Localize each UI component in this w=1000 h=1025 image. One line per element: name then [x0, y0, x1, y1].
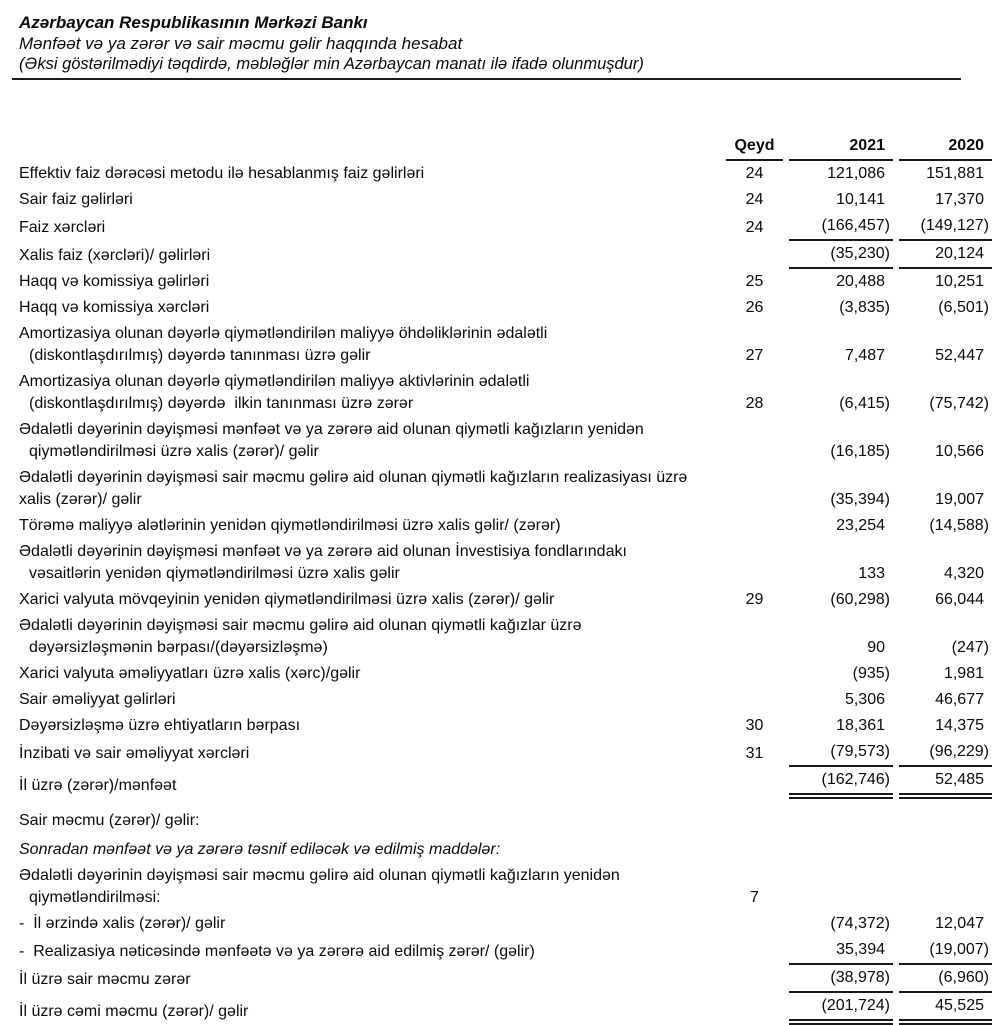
- value-2021-cell: (16,185): [830, 443, 890, 460]
- column-header-2021-cell: [788, 133, 893, 161]
- value-2021-cell: 18,361: [836, 717, 885, 734]
- note-cell: 7: [750, 889, 759, 906]
- note-cell: [726, 767, 788, 799]
- row-label: Haqq və komissiya xərcləri: [19, 299, 210, 316]
- table-row: [19, 739, 992, 767]
- value-2021-cell: (79,573): [788, 739, 893, 767]
- note-cell: [726, 911, 788, 937]
- table-row: [19, 539, 992, 587]
- row-label: Ədalətli dəyərinin dəyişməsi sair məcmu gəlirə aid olunan qiymətli kağızların realizasiyası üzrə xalis (zərər)/ gəlir: [19, 469, 688, 508]
- note-cell: 31: [745, 745, 764, 762]
- table-row: [19, 799, 992, 834]
- value-2020-cell: (149,127): [893, 213, 992, 241]
- column-header-note: Qeyd: [726, 133, 783, 161]
- table-row: [19, 965, 992, 993]
- table-row: [19, 613, 992, 661]
- value-2020-cell: 10,566: [935, 443, 984, 460]
- value-2020-cell: 45,525: [893, 993, 992, 1025]
- row-label: Faiz xərcləri: [19, 219, 106, 236]
- table-row: [19, 937, 992, 965]
- row-label: Xarici valyuta mövqeyinin yenidən qiymətləndirilməsi üzrə xalis (zərər)/ gəlir: [19, 591, 555, 608]
- value-2021-cell: (74,372): [830, 915, 890, 932]
- value-2021-cell: (166,457): [788, 213, 893, 241]
- note-cell: [726, 834, 788, 863]
- column-header-spacer: [19, 133, 726, 161]
- value-2020-cell: (6,960): [893, 965, 992, 993]
- table-row: [19, 321, 992, 369]
- value-2020-cell: 151,881: [926, 165, 984, 182]
- value-2021-cell: 7,487: [844, 347, 885, 364]
- note-cell: 25: [745, 273, 764, 290]
- table-row: [19, 587, 992, 613]
- note-cell: [726, 937, 788, 965]
- row-label: Effektiv faiz dərəcəsi metodu ilə hesablanmış faiz gəlirləri: [19, 165, 425, 182]
- value-2020-cell: (14,588): [929, 517, 989, 534]
- note-cell: [726, 661, 788, 687]
- row-label: - Realizasiya nəticəsində mənfəətə və ya zərərə aid edilmiş zərər/ (gəlir): [19, 943, 535, 960]
- table-row: [19, 863, 992, 911]
- table-row: [19, 465, 992, 513]
- note-cell: [726, 539, 788, 587]
- row-label: İl üzrə cəmi məcmu (zərər)/ gəlir: [19, 1003, 249, 1020]
- column-header-note-cell: [726, 133, 788, 161]
- row-label: Sair məcmu (zərər)/ gəlir:: [19, 812, 200, 829]
- value-2021-cell: 133: [858, 565, 885, 582]
- page-title: Azərbaycan Respublikasının Mərkəzi Bankı: [19, 13, 368, 32]
- note-cell: 29: [745, 591, 764, 608]
- table-row: [19, 687, 992, 713]
- column-header-2020-cell: [893, 133, 992, 161]
- statement-table-body: [19, 161, 992, 1025]
- table-row: [19, 241, 992, 269]
- note-cell: 24: [745, 191, 764, 208]
- table-row: [19, 713, 992, 739]
- value-2020-cell: 17,370: [935, 191, 984, 208]
- value-2020-cell: (19,007): [893, 937, 992, 965]
- note-cell: [726, 965, 788, 993]
- table-row: [19, 417, 992, 465]
- row-label: Haqq və komissiya gəlirləri: [19, 273, 210, 290]
- value-2021-cell: 23,254: [836, 517, 885, 534]
- value-2021-cell: (35,230): [788, 241, 893, 269]
- value-2021-cell: (3,835): [839, 299, 890, 316]
- value-2021-cell: [788, 799, 893, 834]
- value-2021-cell: (935): [852, 665, 890, 682]
- value-2021-cell: 10,141: [836, 191, 885, 208]
- table-row: [19, 269, 992, 295]
- table-row: [19, 993, 992, 1025]
- note-cell: 30: [745, 717, 764, 734]
- row-label: Ədalətli dəyərinin dəyişməsi sair məcmu gəlirə aid olunan qiymətli kağızların yenidən qiymətləndirilməsi:: [19, 867, 620, 906]
- row-label: İnzibati və sair əməliyyat xərcləri: [19, 745, 250, 762]
- note-cell: [726, 241, 788, 269]
- row-label: Sair faiz gəlirləri: [19, 191, 133, 208]
- units-note: (Əksi göstərilmədiyi təqdirdə, məbləğlər min Azərbaycan manatı ilə ifadə olunmuşdur): [19, 55, 644, 73]
- note-cell: [726, 799, 788, 834]
- note-cell: [726, 417, 788, 465]
- value-2021-cell: [788, 834, 893, 863]
- row-label: Dəyərsizləşmə üzrə ehtiyatların bərpası: [19, 717, 301, 734]
- value-2020-cell: (75,742): [929, 395, 989, 412]
- value-2021-cell: 90: [867, 639, 885, 656]
- value-2021-cell: (35,394): [830, 491, 890, 508]
- value-2020-cell: 52,485: [893, 767, 992, 799]
- note-cell: [726, 687, 788, 713]
- note-cell: 28: [745, 395, 764, 412]
- table-row: [19, 661, 992, 687]
- value-2020-cell: 4,320: [943, 565, 984, 582]
- value-2021-cell: (6,415): [839, 395, 890, 412]
- value-2020-cell: 52,447: [935, 347, 984, 364]
- note-cell: 27: [745, 347, 764, 364]
- value-2020-cell: (247): [951, 639, 989, 656]
- table-row: [19, 369, 992, 417]
- row-label: Sonradan mənfəət və ya zərərə təsnif ediləcək və edilmiş maddələr:: [19, 841, 501, 858]
- value-2021-cell: 121,086: [827, 165, 885, 182]
- row-label: İl üzrə (zərər)/mənfəət: [19, 777, 177, 794]
- note-cell: [726, 513, 788, 539]
- table-row: [19, 834, 992, 863]
- value-2021-cell: 20,488: [836, 273, 885, 290]
- row-label: Ədalətli dəyərinin dəyişməsi mənfəət və ya zərərə aid olunan qiymətli kağızların yenidən qiymətləndirilməsi üzrə xalis (zərər)/ gəlir: [19, 421, 644, 460]
- note-cell: [726, 613, 788, 661]
- statement-table: [19, 133, 992, 1025]
- value-2020-cell: [893, 863, 992, 911]
- row-label: Törəmə maliyyə alətlərinin yenidən qiymətləndirilməsi üzrə xalis gəlir/ (zərər): [19, 517, 561, 534]
- value-2021-cell: (162,746): [788, 767, 893, 799]
- value-2021-cell: 5,306: [844, 691, 885, 708]
- row-label: - İl ərzində xalis (zərər)/ gəlir: [19, 915, 226, 932]
- column-header-2021: 2021: [789, 133, 893, 161]
- value-2021-cell: [788, 863, 893, 911]
- document-header: [19, 12, 1000, 80]
- note-cell: 24: [745, 219, 764, 236]
- row-label: Amortizasiya olunan dəyərlə qiymətləndirilən maliyyə öhdəliklərinin ədalətli (diskontlaşdırılmış) dəyərdə tanınması üzrə gəlir: [19, 325, 548, 364]
- header-rule: [12, 78, 961, 80]
- row-label: Ədalətli dəyərinin dəyişməsi mənfəət və ya zərərə aid olunan İnvestisiya fondlarındakı vəsaitlərin yenidən qiymətləndirilməsi üzrə xalis gəlir: [19, 543, 627, 582]
- table-row: [19, 161, 992, 187]
- value-2021-cell: (201,724): [788, 993, 893, 1025]
- column-header-row: [19, 133, 992, 161]
- table-row: [19, 213, 992, 241]
- row-label: Ədalətli dəyərinin dəyişməsi sair məcmu gəlirə aid olunan qiymətli kağızlar üzrə dəyərsizləşmənin bərpası/(dəyərsizləşmə): [19, 617, 582, 656]
- value-2020-cell: (6,501): [938, 299, 989, 316]
- table-row: [19, 911, 992, 937]
- value-2020-cell: (96,229): [893, 739, 992, 767]
- value-2020-cell: 1,981: [943, 665, 984, 682]
- value-2020-cell: 14,375: [935, 717, 984, 734]
- row-label: Xarici valyuta əməliyyatları üzrə xalis (xərc)/gəlir: [19, 665, 361, 682]
- row-label: Amortizasiya olunan dəyərlə qiymətləndirilən maliyyə aktivlərinin ədalətli (diskontlaşdırılmış) dəyərdə ilkin tanınması üzrə zərər: [19, 373, 530, 412]
- note-cell: [726, 993, 788, 1025]
- table-row: [19, 295, 992, 321]
- note-cell: 26: [745, 299, 764, 316]
- value-2020-cell: [893, 834, 992, 863]
- value-2020-cell: 10,251: [935, 273, 984, 290]
- value-2020-cell: [893, 799, 992, 834]
- value-2021-cell: 35,394: [788, 937, 893, 965]
- value-2020-cell: 20,124: [893, 241, 992, 269]
- note-cell: 24: [745, 165, 764, 182]
- row-label: Xalis faiz (xərcləri)/ gəlirləri: [19, 247, 211, 264]
- value-2020-cell: 46,677: [935, 691, 984, 708]
- table-row: [19, 767, 992, 799]
- row-label: Sair əməliyyat gəlirləri: [19, 691, 176, 708]
- value-2020-cell: 19,007: [935, 491, 984, 508]
- row-label: İl üzrə sair məcmu zərər: [19, 971, 191, 988]
- value-2020-cell: 12,047: [935, 915, 984, 932]
- table-row: [19, 187, 992, 213]
- note-cell: [726, 465, 788, 513]
- value-2021-cell: (38,978): [788, 965, 893, 993]
- value-2021-cell: (60,298): [830, 591, 890, 608]
- column-header-2020: 2020: [899, 133, 992, 161]
- value-2020-cell: 66,044: [935, 591, 984, 608]
- report-title: Mənfəət və ya zərər və sair məcmu gəlir haqqında hesabat: [19, 34, 463, 53]
- table-row: [19, 513, 992, 539]
